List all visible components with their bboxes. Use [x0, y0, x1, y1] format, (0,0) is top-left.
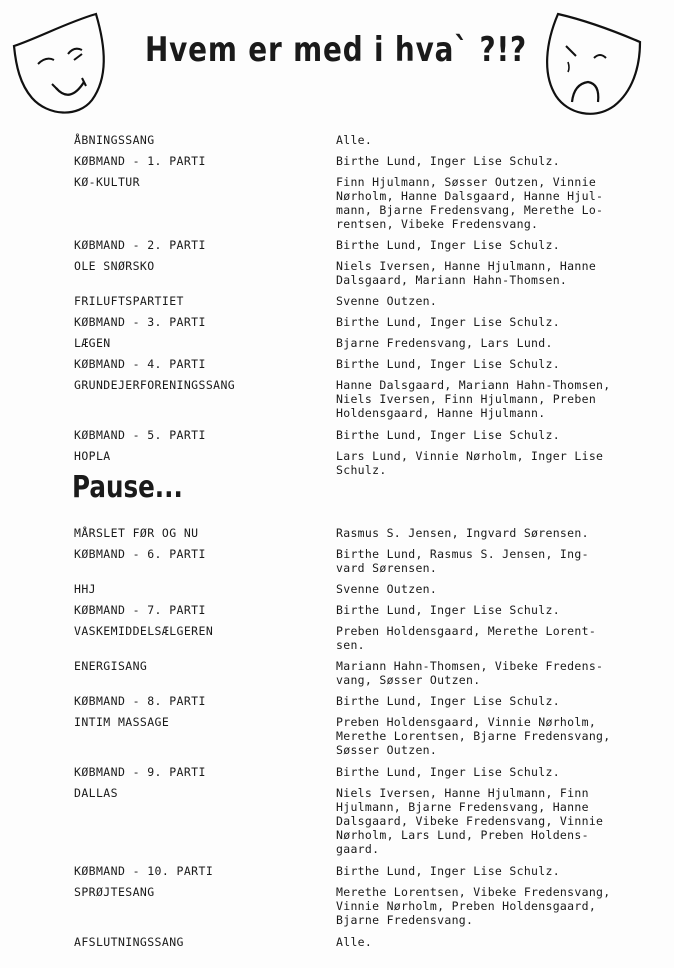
cast-list: Bjarne Fredensvang, Lars Lund. [336, 336, 553, 350]
program-item: KØBMAND - 2. PARTI [74, 238, 206, 252]
program-item: HOPLA [74, 449, 111, 463]
cast-list: Preben Holdensgaard, Merethe Lorent- sen. [336, 624, 597, 652]
program-item: HHJ [74, 582, 96, 596]
sad-mask-icon [528, 6, 648, 122]
program-item: GRUNDEJERFORENINGSSANG [74, 378, 236, 392]
cast-list: Lars Lund, Vinnie Nørholm, Inger Lise Schulz. [336, 449, 604, 477]
cast-list: Merethe Lorentsen, Vibeke Fredensvang, Vinnie Nørholm, Preben Holdensgaard, Bjarne Fredensvang. [336, 885, 611, 927]
program-item: SPRØJTESANG [74, 885, 155, 899]
program-item: OLE SNØRSKO [74, 259, 155, 273]
program-item: LÆGEN [74, 336, 111, 350]
page-title: Hvem er med i hva` ?!? [145, 30, 528, 70]
program-item: KØBMAND - 8. PARTI [74, 694, 206, 708]
program-item: FRILUFTSPARTIET [74, 294, 184, 308]
program-item: KØBMAND - 9. PARTI [74, 765, 206, 779]
cast-list: Niels Iversen, Hanne Hjulmann, Hanne Dalsgaard, Mariann Hahn-Thomsen. [336, 259, 597, 287]
program-item: KØBMAND - 5. PARTI [74, 428, 206, 442]
cast-list: Niels Iversen, Hanne Hjulmann, Finn Hjulmann, Bjarne Fredensvang, Hanne Dalsgaard, Vibeke Fredensvang, Vinnie Nørholm, Lars Lund, Preben Holdens- gaard. [336, 786, 604, 856]
cast-list: Alle. [336, 935, 373, 949]
cast-list: Preben Holdensgaard, Vinnie Nørholm, Merethe Lorentsen, Bjarne Fredensvang, Søsser Outzen. [336, 715, 611, 757]
program-item: ÅBNINGSSANG [74, 133, 155, 147]
program-item: VASKEMIDDELSÆLGEREN [74, 624, 214, 638]
cast-list: Birthe Lund, Rasmus S. Jensen, Ing- vard Sørensen. [336, 547, 589, 575]
cast-list: Birthe Lund, Inger Lise Schulz. [336, 603, 560, 617]
happy-mask-icon [8, 8, 118, 118]
program-item: MÅRSLET FØR OG NU [74, 526, 199, 540]
program-item: KØBMAND - 10. PARTI [74, 864, 214, 878]
program-item: KØBMAND - 7. PARTI [74, 603, 206, 617]
cast-list: Mariann Hahn-Thomsen, Vibeke Fredens- vang, Søsser Outzen. [336, 659, 604, 687]
cast-list: Birthe Lund, Inger Lise Schulz. [336, 694, 560, 708]
cast-list: Alle. [336, 133, 373, 147]
cast-list: Birthe Lund, Inger Lise Schulz. [336, 864, 560, 878]
program-item: KØBMAND - 6. PARTI [74, 547, 206, 561]
cast-list: Finn Hjulmann, Søsser Outzen, Vinnie Nørholm, Hanne Dalsgaard, Hanne Hjul- mann, Bjarne Fredensvang, Merethe Lo- rentsen, Vibeke Fredensvang. [336, 175, 604, 231]
cast-list: Birthe Lund, Inger Lise Schulz. [336, 765, 560, 779]
program-item: INTIM MASSAGE [74, 715, 170, 729]
cast-list: Rasmus S. Jensen, Ingvard Sørensen. [336, 526, 589, 540]
cast-list: Birthe Lund, Inger Lise Schulz. [336, 238, 560, 252]
program-item: KØBMAND - 4. PARTI [74, 357, 206, 371]
program-item: KØBMAND - 3. PARTI [74, 315, 206, 329]
cast-list: Birthe Lund, Inger Lise Schulz. [336, 315, 560, 329]
program-item: DALLAS [74, 786, 118, 800]
cast-list: Birthe Lund, Inger Lise Schulz. [336, 357, 560, 371]
cast-list: Birthe Lund, Inger Lise Schulz. [336, 428, 560, 442]
pause-heading: Pause... [72, 470, 183, 505]
program-item: ENERGISANG [74, 659, 148, 673]
program-item: KØ-KULTUR [74, 175, 140, 189]
cast-list: Hanne Dalsgaard, Mariann Hahn-Thomsen, Niels Iversen, Finn Hjulmann, Preben Holdensgaard, Hanne Hjulmann. [336, 378, 611, 420]
cast-list: Birthe Lund, Inger Lise Schulz. [336, 154, 560, 168]
program-item: KØBMAND - 1. PARTI [74, 154, 206, 168]
cast-list: Svenne Outzen. [336, 294, 438, 308]
program-item: AFSLUTNINGSSANG [74, 935, 184, 949]
cast-list: Svenne Outzen. [336, 582, 438, 596]
